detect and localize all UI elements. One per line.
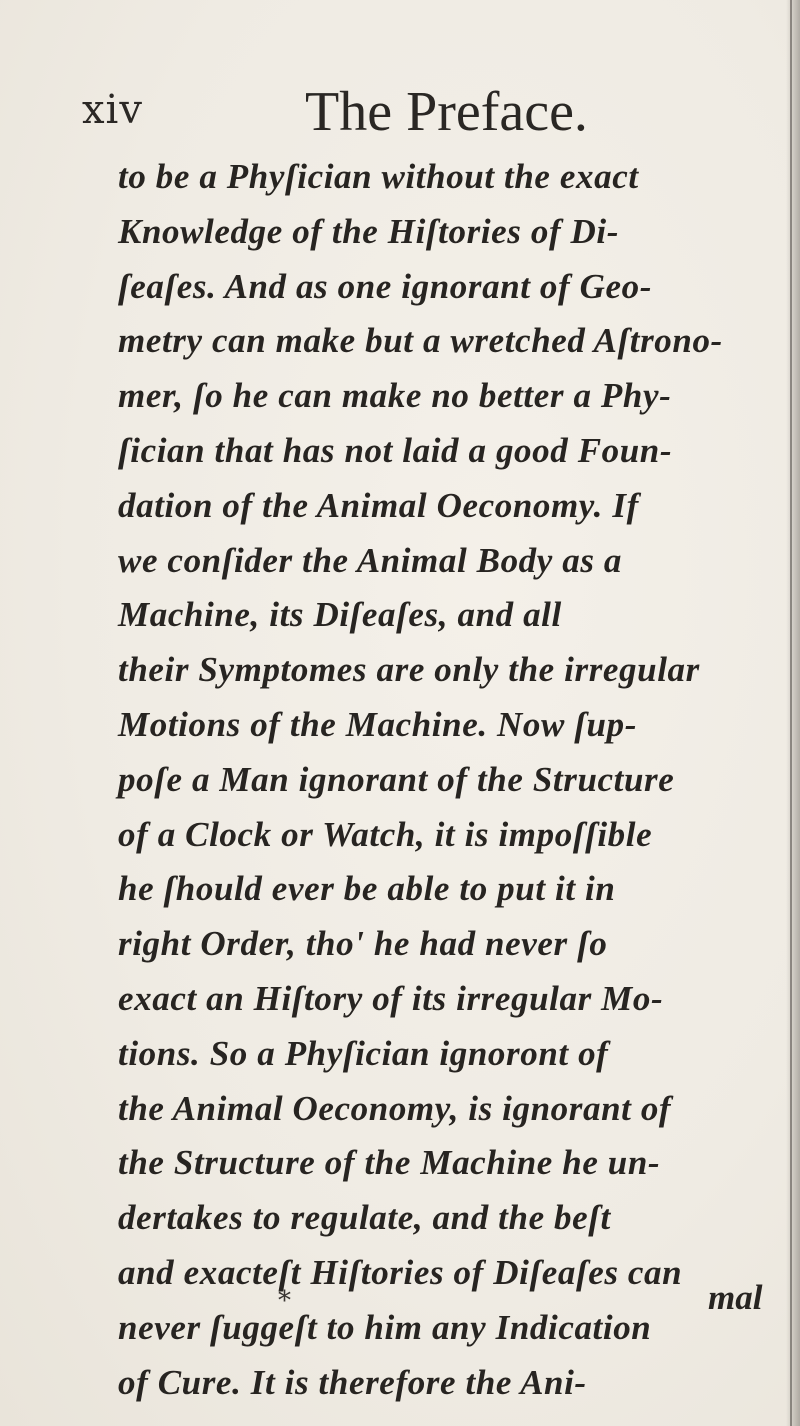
page-edge-line [790, 0, 792, 1426]
page-edge-shadow [786, 0, 800, 1426]
text-line: Knowledge of the Hiſtories of Di- [118, 211, 620, 251]
text-line: tions. So a Phyſician ignoront of [118, 1033, 609, 1073]
text-line: the Animal Oeconomy, is ignorant of [118, 1088, 672, 1128]
running-title: The Preface. [305, 81, 588, 143]
text-line: Machine, its Diſeaſes, and all [118, 595, 562, 635]
text-line: dertakes to regulate, and the beſt [118, 1198, 611, 1238]
text-line: ſeaſes. And as one ignorant of Geo- [118, 266, 653, 306]
text-line: mer, ſo he can make no better a Phy- [118, 376, 672, 416]
text-line: right Order, tho' he had never ſo [118, 924, 608, 964]
text-line: of a Clock or Watch, it is impoſſible [118, 814, 653, 854]
text-line: poſe a Man ignorant of the Structure [118, 759, 675, 799]
page-number: xiv [82, 87, 143, 133]
body-text [118, 150, 778, 1410]
signature-mark: * [278, 1286, 291, 1316]
catchword: mal [708, 1278, 763, 1317]
text-line: never ſuggeſt to him any Indication [118, 1307, 652, 1347]
text-line: of Cure. It is therefore the Ani- [118, 1362, 587, 1402]
text-line: Motions of the Machine. Now ſup- [118, 704, 637, 744]
text-line: dation of the Animal Oeconomy. If [118, 485, 639, 525]
text-line: to be a Phyſician without the exact [118, 157, 639, 196]
text-line: the Structure of the Machine he un- [118, 1143, 661, 1183]
text-line: we conſider the Animal Body as a [118, 540, 623, 580]
text-line: and exacteſt Hiſtories of Diſeaſes can [118, 1252, 683, 1292]
text-line: exact an Hiſtory of its irregular Mo- [118, 978, 664, 1018]
text-line: he ſhould ever be able to put it in [118, 869, 616, 909]
text-line: metry can make but a wretched Aſtrono- [118, 321, 723, 361]
text-line: their Symptomes are only the irregular [118, 650, 700, 690]
text-line: ſician that has not laid a good Foun- [118, 430, 673, 470]
